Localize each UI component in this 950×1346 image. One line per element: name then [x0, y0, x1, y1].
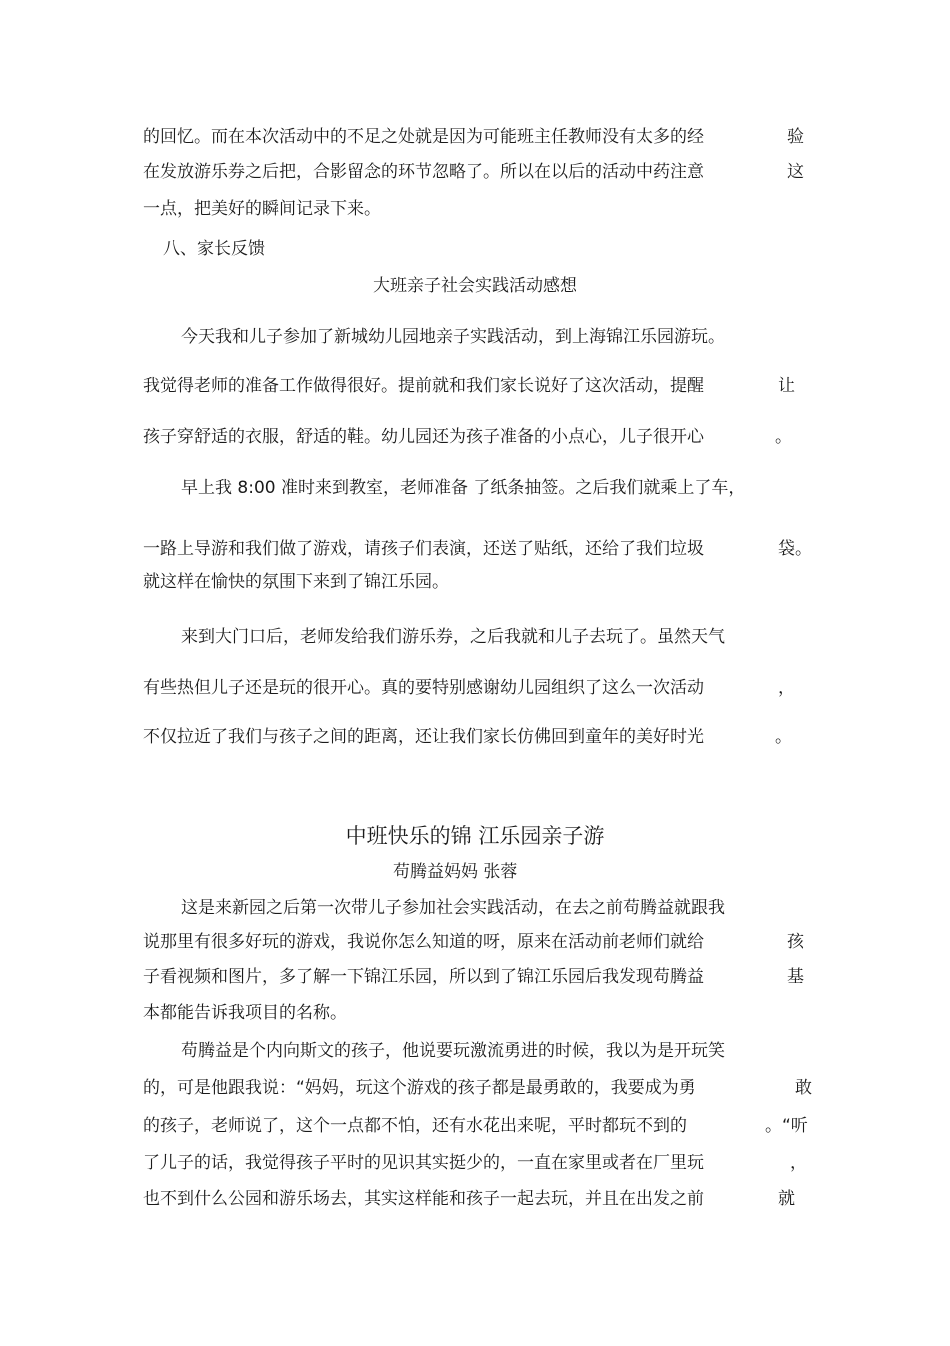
intro-line-1: 的回忆。而在本次活动中的不足之处就是因为可能班主任教师没有太多的经 — [143, 127, 704, 147]
article2-p1-line-3-tail: 基 — [787, 967, 804, 987]
article1-p3-line-1: 来到大门口后，老师发给我们游乐券，之后我就和儿子去玩了。虽然天气 — [181, 627, 725, 647]
article2-p2-line-4-tail: ， — [790, 1153, 807, 1173]
article1-p1-line-2: 我觉得老师的准备工作做得很好。提前就和我们家长说好了这次活动，提醒 — [143, 376, 704, 396]
article2-p2-line-2-tail: 敢 — [795, 1078, 812, 1098]
article1-p3-line-3: 不仅拉近了我们与孩子之间的距离，还让我们家长仿佛回到童年的美好时光 — [143, 727, 704, 747]
intro-line-1-tail: 验 — [787, 127, 804, 147]
intro-line-2: 在发放游乐券之后把，合影留念的环节忽略了。所以在以后的活动中药注意 — [143, 162, 704, 182]
article2-author: 苟腾益妈妈 张蓉 — [393, 862, 518, 882]
article2-p1-line-4: 本都能告诉我项目的名称。 — [143, 1003, 347, 1023]
article2-p2-line-2: 的，可是他跟我说：“妈妈，玩这个游戏的孩子都是最勇敢的，我要成为勇 — [143, 1078, 696, 1098]
article1-p2-line-1: 早上我 8:00 准时来到教室，老师准备 了纸条抽签。之后我们就乘上了车， — [181, 478, 746, 498]
article1-p3-line-3-tail: 。 — [775, 727, 792, 747]
article2-p2-line-3-tail: 。“听 — [765, 1116, 808, 1136]
article1-p2-line-3: 就这样在愉快的氛围下来到了锦江乐园。 — [143, 572, 449, 592]
article2-p1-line-2-tail: 孩 — [787, 932, 804, 952]
article2-p2-line-1: 苟腾益是个内向斯文的孩子，他说要玩激流勇进的时候，我以为是开玩笑 — [181, 1041, 725, 1061]
article1-p1-line-2-tail: 让 — [778, 376, 795, 396]
article1-p3-line-2: 有些热但儿子还是玩的很开心。真的要特别感谢幼儿园组织了这么一次活动 — [143, 678, 704, 698]
article1-p2-line-2: 一路上导游和我们做了游戏，请孩子们表演，还送了贴纸，还给了我们垃圾 — [143, 539, 704, 559]
article2-p2-line-4: 了儿子的话，我觉得孩子平时的见识其实挺少的，一直在家里或者在厂里玩 — [143, 1153, 704, 1173]
article2-p1-line-3: 子看视频和图片，多了解一下锦江乐园，所以到了锦江乐园后我发现苟腾益 — [143, 967, 704, 987]
article1-p2-line-2-tail: 袋。 — [778, 539, 812, 559]
article2-p1-line-2: 说那里有很多好玩的游戏，我说你怎么知道的呀，原来在活动前老师们就给 — [143, 932, 704, 952]
intro-line-2-tail: 这 — [787, 162, 804, 182]
article1-p3-line-2-tail: ， — [778, 678, 795, 698]
article1-p1-line-1: 今天我和儿子参加了新城幼儿园地亲子实践活动，到上海锦江乐园游玩。 — [181, 327, 725, 347]
article2-p2-line-3: 的孩子，老师说了，这个一点都不怕，还有水花出来呢，平时都玩不到的 — [143, 1116, 687, 1136]
article2-title: 中班快乐的锦 江乐园亲子游 — [345, 824, 605, 848]
article1-p1-line-3: 孩子穿舒适的衣服，舒适的鞋。幼儿园还为孩子准备的小点心，儿子很开心 — [143, 427, 704, 447]
article1-p1-line-3-tail: 。 — [775, 427, 792, 447]
article1-title: 大班亲子社会实践活动感想 — [373, 276, 577, 296]
section-heading: 八、家长反馈 — [163, 239, 265, 259]
article2-p2-line-5-tail: 就 — [778, 1189, 795, 1209]
article2-p2-line-5: 也不到什么公园和游乐场去，其实这样能和孩子一起去玩，并且在出发之前 — [143, 1189, 704, 1209]
article2-p1-line-1: 这是来新园之后第一次带儿子参加社会实践活动，在去之前苟腾益就跟我 — [181, 898, 725, 918]
intro-line-3: 一点，把美好的瞬间记录下来。 — [143, 199, 381, 219]
